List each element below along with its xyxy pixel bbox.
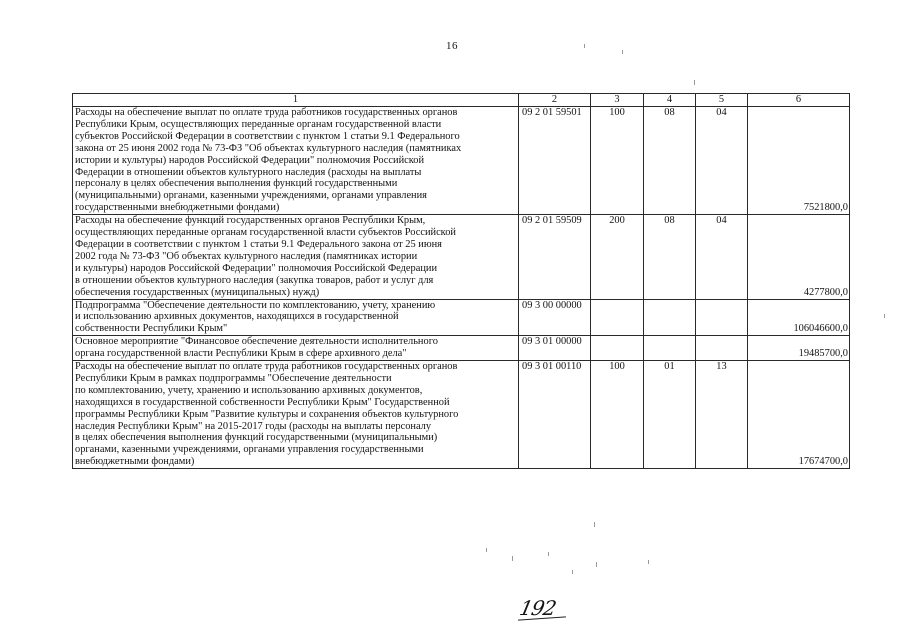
row-code: 09 2 01 59501: [519, 107, 591, 215]
header-cell: 6: [748, 94, 850, 107]
description-line: истории и культуры) народов Российской Федерации" полномочия Российской: [75, 154, 425, 166]
table-row: [73, 336, 850, 361]
description-line: Республики Крым в рамках подпрограммы "Обеспечение деятельности: [75, 372, 392, 384]
row-subsection: 13: [696, 361, 748, 469]
row-section: 08: [644, 215, 696, 299]
row-amount: 7521800,0: [748, 107, 850, 215]
description-line: Расходы на обеспечение выплат по оплате труда работников государственных органов: [75, 361, 458, 373]
row-description: [73, 361, 519, 469]
scan-speck: [548, 552, 549, 556]
row-amount: 19485700,0: [748, 336, 850, 361]
header-cell: 2: [519, 94, 591, 107]
description-line: по комплектованию, учету, хранению и использованию архивных документов,: [75, 384, 423, 396]
description-line: программы Республики Крым "Развитие культуры и сохранения объектов культурного: [75, 408, 459, 420]
row-section: [644, 336, 696, 361]
description-line: обеспечения государственных (муниципальных) нужд): [75, 286, 320, 298]
row-subsection: [696, 336, 748, 361]
row-expense-type: 100: [591, 107, 644, 215]
description-line: в отношении объектов культурного наследия (закупка товаров, работ и услуг для: [75, 274, 434, 286]
header-cell: 4: [644, 94, 696, 107]
description-line: и использованию архивных документов, находящихся в государственной: [75, 311, 399, 323]
row-subsection: [696, 299, 748, 336]
table-header-row: [73, 94, 850, 107]
table-row: [73, 299, 850, 336]
scan-speck: [648, 560, 649, 564]
budget-table: [72, 93, 850, 469]
header-cell: 3: [591, 94, 644, 107]
row-description: [73, 299, 519, 336]
description-line: субъектов Российской Федерации в соответствии с пунктом 1 статьи 9.1 Федерального: [75, 130, 460, 142]
description-line: Федерации в соответствии с пунктом 1 статьи 9.1 Федерального закона от 25 июня: [75, 238, 442, 250]
scan-speck: [572, 570, 573, 574]
description-line: 2002 года № 73-ФЗ "Об объектах культурного наследия (памятниках истории: [75, 250, 418, 262]
row-subsection: 04: [696, 215, 748, 299]
scan-speck: [622, 50, 623, 54]
description-line: находящихся в государственной собственности Республики Крым" Государственной: [75, 396, 450, 408]
handwritten-page-number: 192: [517, 596, 558, 620]
description-line: Расходы на обеспечение функций государственных органов Республики Крым,: [75, 215, 426, 227]
budget-table-body: [73, 94, 850, 469]
row-section: 08: [644, 107, 696, 215]
row-amount: 4277800,0: [748, 215, 850, 299]
row-amount: 17674700,0: [748, 361, 850, 469]
description-line: персоналу в целях обеспечения выполнения функций государственными: [75, 178, 398, 190]
description-line: в целях обеспечения выполнения функций государственными (муниципальными): [75, 432, 438, 444]
scan-speck: [594, 522, 595, 527]
row-code: 09 3 01 00110: [519, 361, 591, 469]
description-line: Расходы на обеспечение выплат по оплате труда работников государственных органов: [75, 107, 458, 118]
scan-speck: [584, 44, 585, 48]
scan-speck: [486, 548, 487, 552]
row-description: [73, 215, 519, 299]
description-line: осуществляющих переданные органам государственной власти субъектов Российской: [75, 227, 456, 239]
row-subsection: 04: [696, 107, 748, 215]
row-expense-type: 200: [591, 215, 644, 299]
row-description: [73, 107, 519, 215]
table-row: [73, 215, 850, 299]
page-number: 16: [446, 40, 458, 52]
row-code: 09 2 01 59509: [519, 215, 591, 299]
description-line: наследия Республики Крым" на 2015-2017 годы (расходы на выплаты персоналу: [75, 420, 432, 432]
description-line: (муниципальными) органами, казенными учреждениями, органами управления: [75, 190, 427, 202]
row-expense-type: [591, 299, 644, 336]
description-line: Основное мероприятие "Финансовое обеспечение деятельности исполнительного: [75, 336, 438, 348]
description-line: Республики Крым, осуществляющих переданные органам государственной власти: [75, 118, 442, 130]
header-cell: 1: [73, 94, 519, 107]
row-expense-type: [591, 336, 644, 361]
scan-speck: [884, 314, 885, 318]
description-line: закона от 25 июня 2002 года № 73-ФЗ "Об объектах культурного наследия (памятниках: [75, 142, 462, 154]
table-row: [73, 107, 850, 215]
description-line: собственности Республики Крым": [75, 323, 228, 335]
table-row: [73, 361, 850, 469]
description-line: органа государственной власти Республики Крым в сфере архивного дела": [75, 348, 407, 360]
row-section: [644, 299, 696, 336]
description-line: и культуры) народов Российской Федерации" полномочия Российской Федерации: [75, 262, 438, 274]
description-line: Федерации в отношении объектов культурного наследия (расходы на выплаты: [75, 166, 422, 178]
row-description: [73, 336, 519, 361]
scan-speck: [596, 562, 597, 567]
row-code: 09 3 01 00000: [519, 336, 591, 361]
scan-speck: [512, 556, 513, 561]
row-expense-type: 100: [591, 361, 644, 469]
row-code: 09 3 00 00000: [519, 299, 591, 336]
header-cell: 5: [696, 94, 748, 107]
description-line: органами, казенными учреждениями, органами управления государственными: [75, 444, 424, 456]
row-amount: 106046600,0: [748, 299, 850, 336]
description-line: Подпрограмма "Обеспечение деятельности по комплектованию, учету, хранению: [75, 299, 436, 311]
description-line: государственными внебюджетными фондами): [75, 202, 280, 214]
description-line: внебюджетными фондами): [75, 456, 195, 468]
row-section: 01: [644, 361, 696, 469]
scan-speck: [694, 80, 695, 85]
